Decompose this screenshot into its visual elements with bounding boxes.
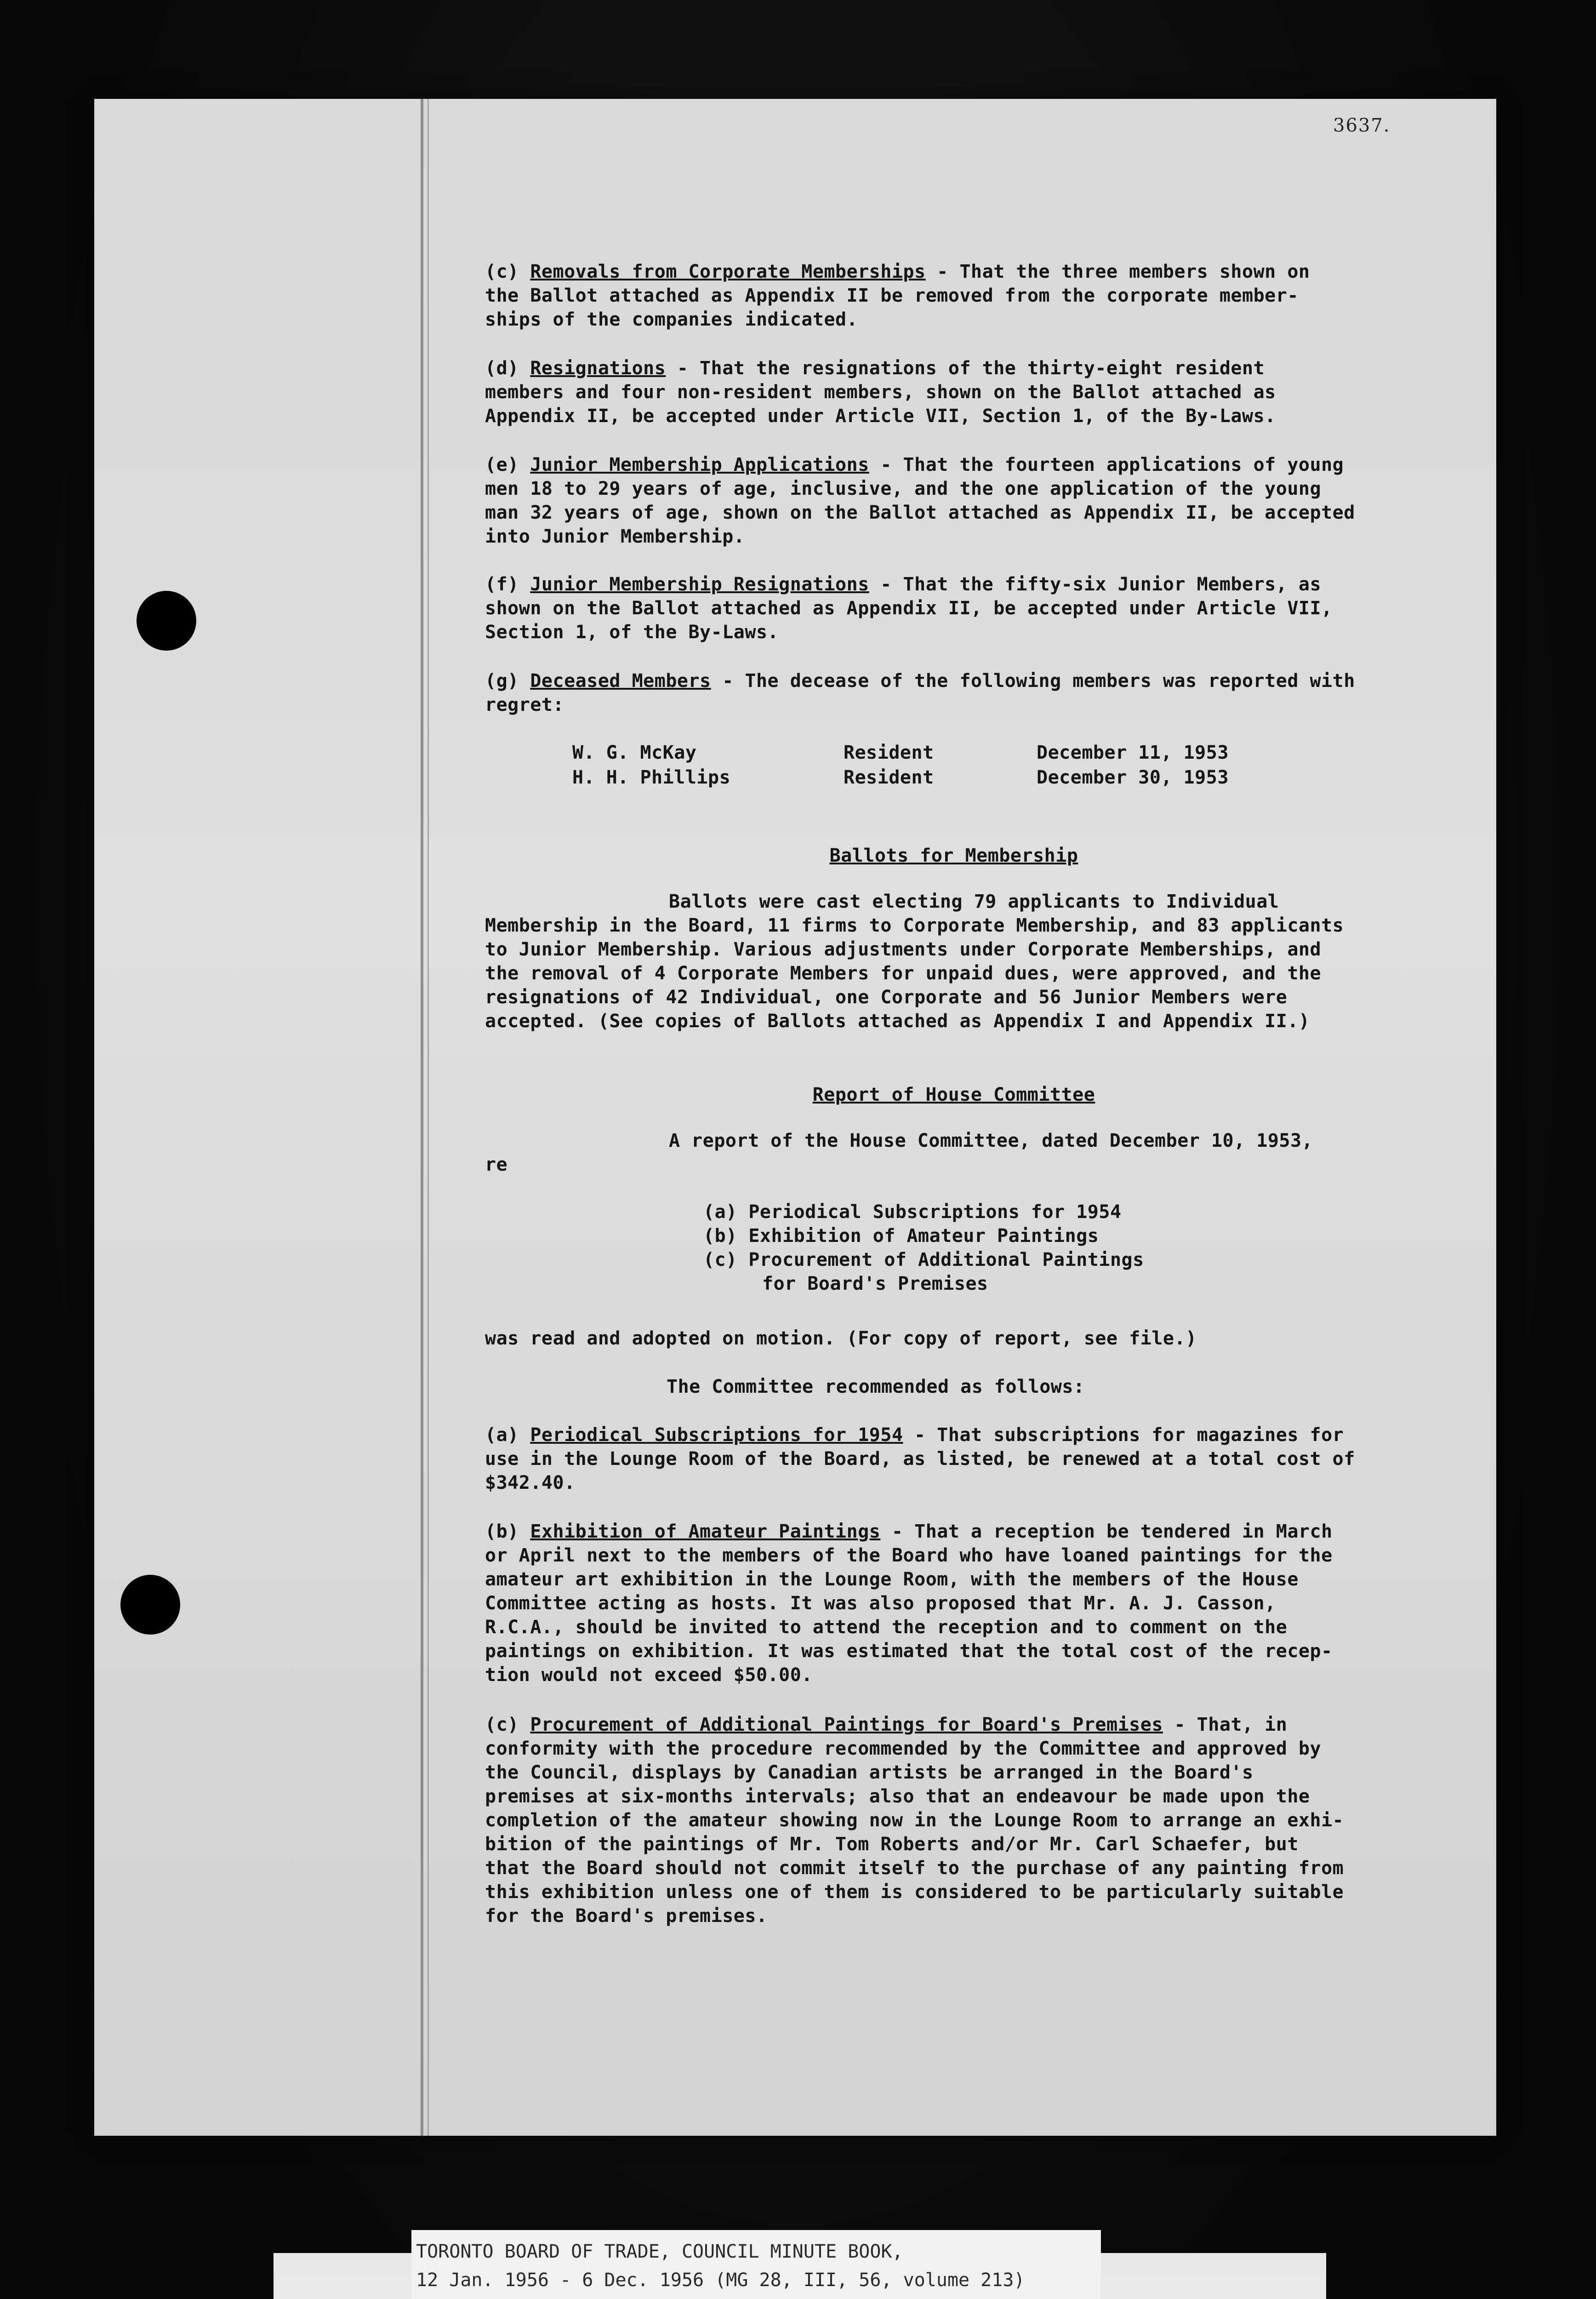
deceased-date: December 30, 1953 [1037, 767, 1229, 788]
house-committee-intro [485, 1129, 1423, 1177]
house-committee-item: (b) Exhibition of Amateur Paintings [703, 1225, 1099, 1247]
section-g-prefix: (g) [485, 670, 530, 692]
recommendation-b-line: Committee acting as hosts. It was also proposed that Mr. A. J. Casson, [485, 1593, 1276, 1614]
section-e-heading: Junior Membership Applications [530, 454, 869, 475]
table-row [572, 765, 1229, 790]
ballots-line: Ballots were cast electing 79 applicants to Individual [669, 891, 1279, 912]
ballots-heading: Ballots for Membership [829, 845, 1078, 866]
ballots-line: Membership in the Board, 11 firms to Corporate Membership, and 83 applicants [485, 915, 1344, 936]
section-c-line: - That the three members shown on [925, 261, 1310, 282]
house-committee-item: (a) Periodical Subscriptions for 1954 [703, 1201, 1122, 1223]
section-f-line: - That the fifty-six Junior Members, as [869, 574, 1322, 595]
committee-recommended: The Committee recommended as follows: [667, 1376, 1085, 1397]
house-committee-item: (c) Procurement of Additional Paintings [703, 1249, 1144, 1270]
recommendation-b-prefix: (b) [485, 1521, 530, 1542]
house-committee-item: for Board's Premises [762, 1273, 988, 1294]
recommendation-c-line: that the Board should not commit itself to the purchase of any painting from [485, 1858, 1344, 1879]
recommendation-c-line: this exhibition unless one of them is considered to be particularly suitable [485, 1882, 1344, 1903]
section-g-deceased [485, 669, 1423, 717]
deceased-name: H. H. Phillips [572, 767, 731, 788]
house-committee-intro-line: A report of the House Committee, dated December 10, 1953, [669, 1130, 1313, 1151]
punch-hole-upper [137, 591, 196, 651]
section-d-prefix: (d) [485, 358, 530, 379]
recommendation-c-heading: Procurement of Additional Paintings for Board's Premises [530, 1714, 1163, 1735]
section-g-line: regret: [485, 694, 564, 715]
recommendation-c-line: premises at six-months intervals; also that an endeavour be made upon the [485, 1786, 1310, 1807]
recommendation-a-heading: Periodical Subscriptions for 1954 [530, 1424, 903, 1446]
table-row [572, 740, 1229, 765]
ballots-line: resignations of 42 Individual, one Corporate and 56 Junior Members were [485, 987, 1288, 1008]
ballots-line: accepted. (See copies of Ballots attached as Appendix I and Appendix II.) [485, 1011, 1310, 1032]
recommendation-c-line: for the Board's premises. [485, 1905, 768, 1927]
deceased-members-table [572, 740, 1229, 790]
recommendation-c-line: - That, in [1163, 1714, 1288, 1735]
margin-rule [421, 99, 423, 2136]
ballots-line: to Junior Membership. Various adjustments under Corporate Memberships, and [485, 939, 1322, 960]
recommendation-b [485, 1520, 1423, 1687]
section-e-junior-applications [485, 453, 1423, 549]
recommendation-c-prefix: (c) [485, 1714, 530, 1735]
recommendation-c-line: conformity with the procedure recommended by the Committee and approved by [485, 1738, 1322, 1759]
recommendation-b-line: amateur art exhibition in the Lounge Room, with the members of the House [485, 1569, 1299, 1590]
archive-label-title: TORONTO BOARD OF TRADE, COUNCIL MINUTE BOOK, [416, 2241, 903, 2262]
recommendation-b-heading: Exhibition of Amateur Paintings [530, 1521, 881, 1542]
house-committee-re: re [485, 1154, 508, 1175]
recommendation-b-line: R.C.A., should be invited to attend the reception and to comment on the [485, 1617, 1288, 1638]
section-e-prefix: (e) [485, 454, 530, 475]
page-number: 3637. [1333, 115, 1391, 136]
section-d-line: - That the resignations of the thirty-eight resident [666, 358, 1265, 379]
section-g-line: - The decease of the following members was reported with [711, 670, 1355, 692]
house-committee-heading: Report of House Committee [812, 1084, 1095, 1105]
section-d-heading: Resignations [530, 358, 666, 379]
section-d-resignations [485, 356, 1423, 428]
recommendation-c-line: the Council, displays by Canadian artists be arranged in the Board's [485, 1762, 1254, 1783]
section-e-line: - That the fourteen applications of young [869, 454, 1344, 475]
punch-hole-lower [120, 1575, 180, 1635]
section-f-line: Section 1, of the By-Laws. [485, 622, 779, 643]
recommendation-b-line: - That a reception be tendered in March [880, 1521, 1333, 1542]
deceased-type: Resident [844, 767, 934, 788]
recommendation-c-line: completion of the amateur showing now in the Lounge Room to arrange an exhi- [485, 1810, 1344, 1831]
section-f-heading: Junior Membership Resignations [530, 574, 869, 595]
ballots-line: the removal of 4 Corporate Members for unpaid dues, were approved, and the [485, 963, 1322, 984]
section-e-line: into Junior Membership. [485, 526, 745, 547]
section-e-line: man 32 years of age, shown on the Ballot attached as Appendix II, be accepted [485, 502, 1355, 523]
recommendation-c-line: bition of the paintings of Mr. Tom Roberts and/or Mr. Carl Schaefer, but [485, 1834, 1299, 1855]
recommendation-a-line: use in the Lounge Room of the Board, as listed, be renewed at a total cost of [485, 1448, 1355, 1470]
recommendation-b-line: or April next to the members of the Board who have loaned paintings for the [485, 1545, 1333, 1566]
recommendation-a [485, 1423, 1423, 1495]
section-d-line: members and four non-resident members, shown on the Ballot attached as [485, 382, 1276, 403]
deceased-type: Resident [844, 742, 934, 763]
section-c-line: the Ballot attached as Appendix II be removed from the corporate member- [485, 285, 1299, 306]
recommendation-a-line: $342.40. [485, 1472, 576, 1493]
archive-label-reference: 12 Jan. 1956 - 6 Dec. 1956 (MG 28, III, 56, volume 213) [416, 2270, 1025, 2291]
section-c-line: ships of the companies indicated. [485, 309, 858, 330]
section-c-heading: Removals from Corporate Memberships [530, 261, 926, 282]
margin-rule-secondary [428, 99, 429, 2136]
deceased-date: December 11, 1953 [1037, 742, 1229, 763]
house-committee-adopted: was read and adopted on motion. (For copy of report, see file.) [485, 1328, 1197, 1349]
recommendation-b-line: paintings on exhibition. It was estimated that the total cost of the recep- [485, 1641, 1333, 1662]
section-g-heading: Deceased Members [530, 670, 711, 692]
section-f-prefix: (f) [485, 574, 530, 595]
section-e-line: men 18 to 29 years of age, inclusive, and the one application of the young [485, 478, 1322, 499]
section-f-line: shown on the Ballot attached as Appendix II, be accepted under Article VII, [485, 598, 1333, 619]
recommendation-c [485, 1713, 1423, 1928]
recommendation-a-line: - That subscriptions for magazines for [903, 1424, 1344, 1446]
deceased-name: W. G. McKay [572, 742, 697, 763]
section-f-junior-resignations [485, 572, 1423, 644]
ballots-paragraph [485, 890, 1423, 1033]
section-c-prefix: (c) [485, 261, 530, 282]
section-c-removals [485, 260, 1423, 332]
house-committee-items [703, 1200, 1347, 1296]
section-d-line: Appendix II, be accepted under Article VII, Section 1, of the By-Laws. [485, 406, 1276, 427]
recommendation-a-prefix: (a) [485, 1424, 530, 1446]
recommendation-b-line: tion would not exceed $50.00. [485, 1664, 813, 1686]
